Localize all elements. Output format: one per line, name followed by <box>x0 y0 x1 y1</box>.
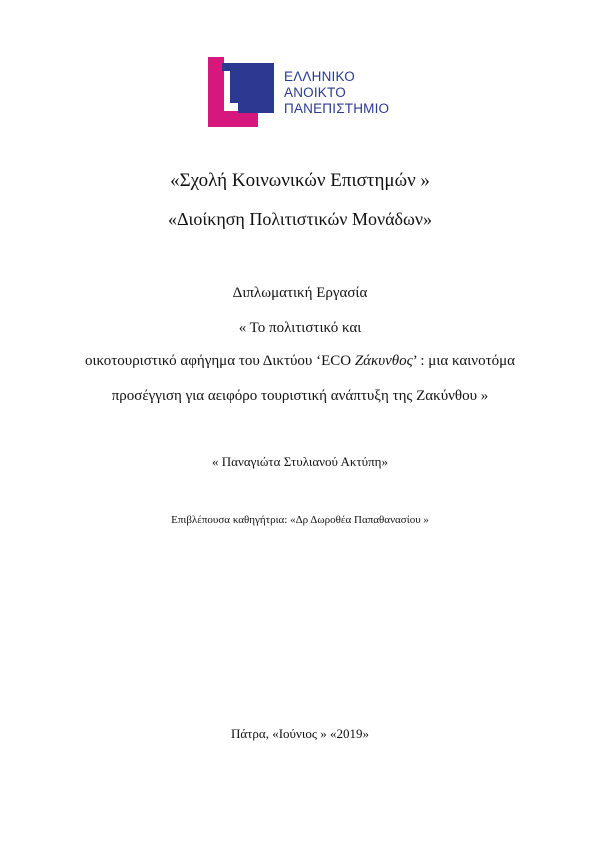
logo-line-1: ΕΛΛΗΝΙΚΟ <box>284 69 355 84</box>
place-and-date: Πάτρα, «Ιούνιος » «2019» <box>230 726 369 741</box>
title-line-2-italic: Ζάκυνθος <box>354 353 413 369</box>
author-name: « Παναγιώτα Στυλιανού Ακτύπη» <box>212 454 388 469</box>
title-line-2-end: ’ : μια καινοτόμα <box>412 353 516 369</box>
logo-line-3: ΠΑΝΕΠΙΣΤΗΜΙΟ <box>284 101 390 116</box>
thesis-type: Διπλωματική Εργασία <box>232 285 368 301</box>
school-name: «Σχολή Κοινωνικών Επιστημών » <box>170 170 430 191</box>
logo-line-2: ΑΝΟΙΚΤΟ <box>284 85 346 100</box>
thesis-title-line-2 <box>0 353 600 370</box>
supervisor-line: Επιβλέπουσα καθηγήτρια: «Δρ Δωροθέα Παπαθανασίου » <box>171 514 429 526</box>
program-name: «Διοίκηση Πολιτιστικών Μονάδων» <box>167 209 432 229</box>
title-line-2-start: οικοτουριστικό αφήγημα του Δικτύου ‘ECO <box>84 353 355 369</box>
thesis-title-line-3: προσέγγιση για αειφόρο τουριστική ανάπτυξη της Ζακύνθου » <box>111 388 489 404</box>
thesis-title-line-1: « Το πολιτιστικό και <box>238 320 362 336</box>
university-logo <box>208 57 398 127</box>
logo-wordmark <box>284 69 389 117</box>
logo-mark-icon <box>208 57 278 127</box>
